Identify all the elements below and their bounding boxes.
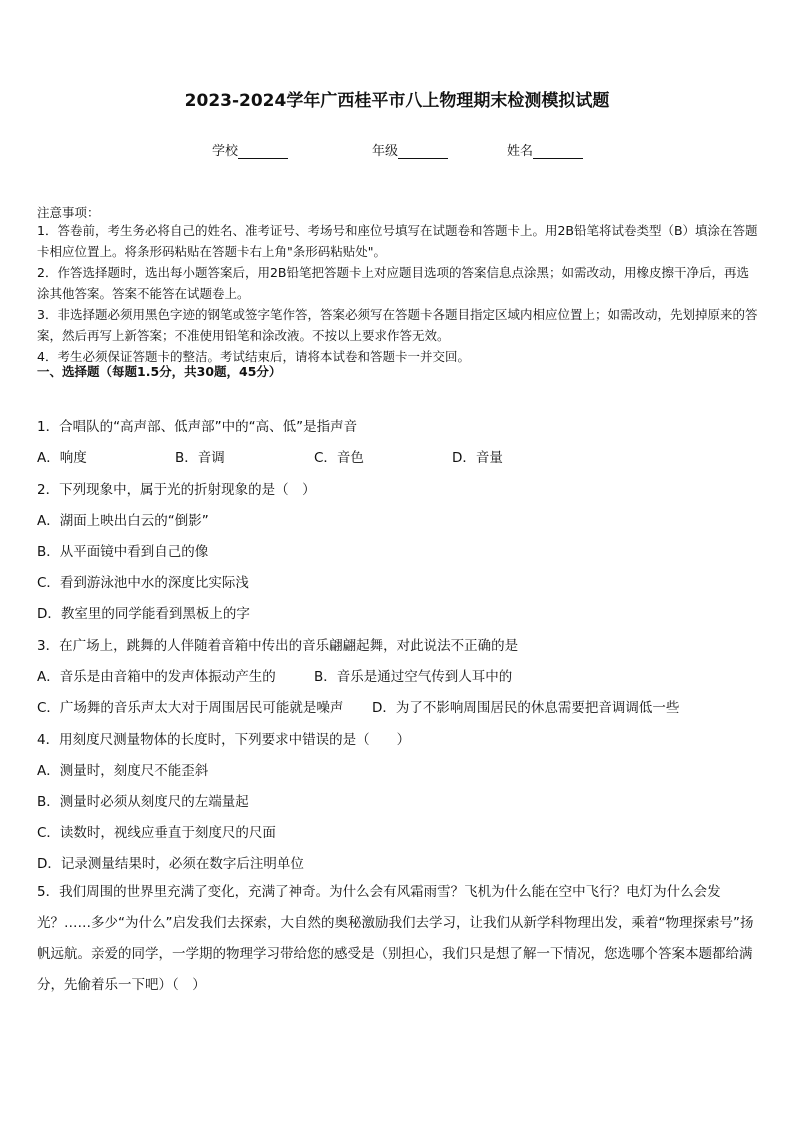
- notice-item: 1．答卷前，考生务必将自己的姓名、准考证号、考场号和座位号填写在试题卷和答题卡上。用2B铅笔将试卷类型（B）填涂在答题卡相应位置上。将条形码粘贴在答题卡右上角"条形码粘贴处"。: [37, 223, 758, 259]
- q3-option-d: D．为了不影响周围居民的休息需要把音调调低一些: [372, 700, 680, 716]
- question-1-stem: 1．合唱队的“高声部、低声部”中的“高、低”是指声音: [37, 419, 358, 435]
- school-blank[interactable]: [238, 145, 288, 159]
- notice-item: 3．非选择题必须用黑色字迹的钢笔或签字笔作答，答案必须写在答题卡各题目指定区域内相应位置上；如需改动，先划掉原来的答案，然后再写上新答案；不准使用铅笔和涂改液。不按以上要求作答无效。: [37, 307, 758, 343]
- question-4-stem: 4．用刻度尺测量物体的长度时，下列要求中错误的是（ ）: [37, 732, 411, 748]
- notice-item: 4．考生必须保证答题卡的整洁。考试结束后，请将本试卷和答题卡一并交回。: [37, 349, 470, 364]
- section-heading: 一、选择题（每题1.5分，共30题，45分）: [37, 364, 282, 379]
- q1-option-b: B．音调: [175, 450, 225, 466]
- q2-option-b: B．从平面镜中看到自己的像: [37, 544, 209, 560]
- grade-field: [372, 140, 448, 159]
- q2-option-c: C．看到游泳池中水的深度比实际浅: [37, 575, 249, 591]
- q4-option-a: A．测量时，刻度尺不能歪斜: [37, 763, 209, 779]
- grade-label: 年级: [372, 144, 399, 159]
- q4-option-c: C．读数时，视线应垂直于刻度尺的尺面: [37, 825, 276, 841]
- q4-option-d: D．记录测量结果时，必须在数字后注明单位: [37, 856, 304, 872]
- q2-option-a: A．湖面上映出白云的“倒影”: [37, 513, 209, 529]
- q1-option-a: A．响度: [37, 450, 87, 466]
- school-field: [212, 140, 288, 159]
- question-5-stem: 5．我们周围的世界里充满了变化，充满了神奇。为什么会有风霜雨雪？飞机为什么能在空中飞行？电灯为什么会发光？……多少“为什么”启发我们去探索，大自然的奥秘激励我们去学习，让我们从新学科物理出发，乘着“物理探索号”扬帆远航。亲爱的同学，一学期的物理学习带给您的感受是（别担心，我们只是想了解一下情况，您选哪个答案本题都给满分，先偷着乐一下吧）（ ）: [37, 884, 754, 993]
- q3-option-b: B．音乐是通过空气传到人耳中的: [314, 669, 513, 685]
- question-2-stem: 2．下列现象中，属于光的折射现象的是（ ）: [37, 482, 316, 498]
- q1-option-c: C．音色: [314, 450, 364, 466]
- grade-blank[interactable]: [398, 145, 448, 159]
- notice-heading: 注意事项：: [37, 205, 100, 220]
- school-label: 学校: [212, 144, 239, 159]
- notice-item: 2．作答选择题时，选出每小题答案后，用2B铅笔把答题卡上对应题目选项的答案信息点涂黑；如需改动，用橡皮擦干净后，再选涂其他答案。答案不能答在试题卷上。: [37, 265, 749, 301]
- page-title: 2023-2024学年广西桂平市八上物理期末检测模拟试题: [184, 91, 610, 111]
- q2-option-d: D．教室里的同学能看到黑板上的字: [37, 606, 250, 622]
- name-field: [507, 140, 583, 159]
- q1-option-d: D．音量: [452, 450, 503, 466]
- q4-option-b: B．测量时必须从刻度尺的左端量起: [37, 794, 249, 810]
- question-3-stem: 3．在广场上，跳舞的人伴随着音箱中传出的音乐翩翩起舞，对此说法不正确的是: [37, 638, 519, 654]
- name-label: 姓名: [507, 144, 534, 159]
- q3-option-a: A．音乐是由音箱中的发声体振动产生的: [37, 669, 276, 685]
- q3-option-c: C．广场舞的音乐声太大对于周围居民可能就是噪声: [37, 700, 344, 716]
- name-blank[interactable]: [533, 145, 583, 159]
